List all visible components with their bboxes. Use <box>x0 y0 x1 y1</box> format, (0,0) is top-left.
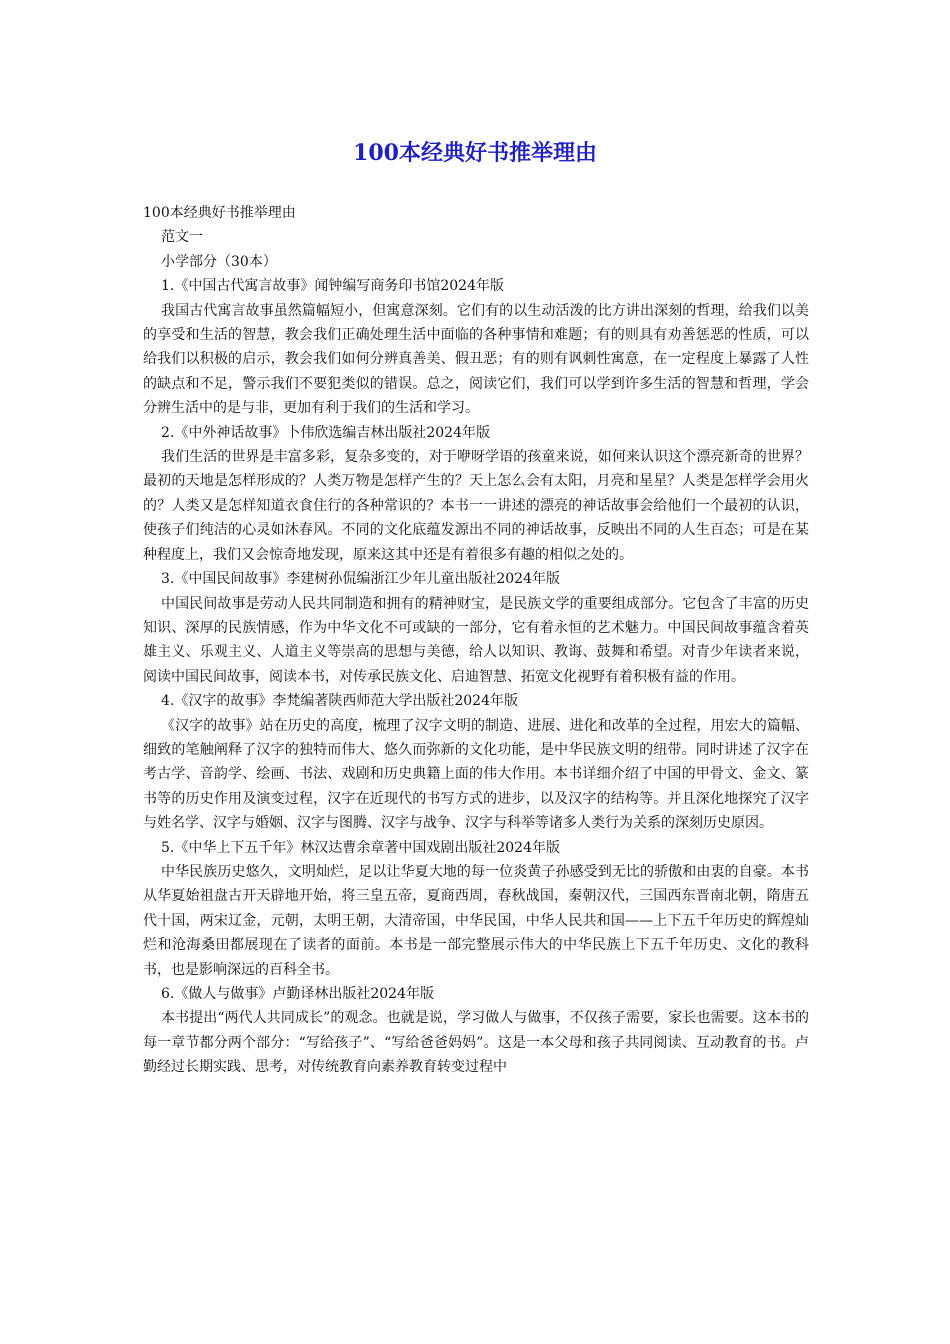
book-entry-5-description: 中华民族历史悠久，文明灿烂，足以让华夏大地的每一位炎黄子孙感受到无比的骄傲和由衷的自豪。本书从华夏始祖盘古开天辟地开始，将三皇五帝，夏商西周，春秋战国，秦朝汉代，三国西东晋南北朝，隋唐五代十国，两宋辽金，元朝，太明王朝，大清帝国，中华民国，中华人民共和国——上下五千年历史的辉煌灿烂和沧海桑田都展现在了读者的面前。本书是一部完整展示伟大的中华民族上下五千年历史、文化的教科书，也是影响深远的百科全书。 <box>143 863 809 978</box>
book-entry-6-description: 本书提出“两代人共同成长”的观念。也就是说，学习做人与做事，不仅孩子需要，家长也需要。这本书的每一章节都分两个部分：“写给孩子”、“写给爸爸妈妈”。这是一本父母和孩子共同阅读、互动教育的书。卢勤经过长期实践、思考，对传统教育向素养教育转变过程中 <box>143 1010 809 1076</box>
book-entry-3-description: 中国民间故事是劳动人民共同制造和拥有的精神财宝，是民族文学的重要组成部分。它包含了丰富的历史知识、深厚的民族情感，作为中华文化不可或缺的一部分，它有着永恒的艺术魅力。中国民间故事蕴含着英雄主义、乐观主义、人道主义等崇高的思想与美德，给人以知识、教诲、鼓舞和希望。对青少年读者来说，阅读中国民间故事，阅读本书，对传承民族文化、启迪智慧、拓宽文化视野有着积极有益的作用。 <box>143 595 809 685</box>
book-entry-1-description: 我国古代寓言故事虽然篇幅短小，但寓意深刻。它们有的以生动活泼的比方讲出深刻的哲理，给我们以美的享受和生活的智慧，教会我们正确处理生活中面临的各种事情和难题；有的则具有劝善惩恶的性质，可以给我们以积极的启示，教会我们如何分辨真善美、假丑恶；有的则有讽刺性寓意，在一定程度上暴露了人性的缺点和不足，警示我们不要犯类似的错误。总之，阅读它们，我们可以学到许多生活的智慧和哲理，学会分辨生活中的是与非，更加有利于我们的生活和学习。 <box>143 302 809 417</box>
book-entry-3-title: 3.《中国民间故事》李建树孙侃编浙江少年儿童出版社2024年版 <box>161 571 560 588</box>
book-entry-6-title: 6.《做人与做事》卢勤译林出版社2024年版 <box>161 986 434 1002</box>
paragraph-section-label: 小学部分（30本） <box>161 253 277 270</box>
document-title: 100本经典好书推举理由 <box>353 140 597 166</box>
document-body <box>143 201 809 1080</box>
book-entry-2-description: 我们生活的世界是丰富多彩，复杂多变的，对于咿呀学语的孩童来说，如何来认识这个漂亮新奇的世界？最初的天地是怎样形成的？人类万物是怎样产生的？天上怎么会有太阳，月亮和星星？人类是怎样学会用火的？人类又是怎样知道衣食住行的各种常识的？本书一一讲述的漂亮的神话故事会给他们一个最初的认识，使孩子们纯洁的心灵如沐春风。不同的文化底蕴发源出不同的神话故事，反映出不同的人生百态；可是在某种程度上，我们又会惊奇地发现，原来这其中还是有着很多有趣的相似之处的。 <box>143 449 809 563</box>
paragraph-sample-label: 范文一 <box>161 229 203 246</box>
book-entry-2-title: 2.《中外神话故事》卜伟欣选编吉林出版社2024年版 <box>161 424 490 441</box>
book-entry-4-description: 《汉字的故事》站在历史的高度，梳理了汉字文明的制造、进展、进化和改革的全过程，用宏大的篇幅、细致的笔触阐释了汉字的独特而伟大、悠久而弥新的文化功能，是中华民族文明的纽带。同时讲述了汉字在考古学、音韵学、绘画、书法、戏剧和历史典籍上面的伟大作用。本书详细介绍了中国的甲骨文、金文、篆书等的历史作用及演变过程，汉字在近现代的书写方式的进步，以及汉字的结构等。并且深化地探究了汉字与姓名学、汉字与婚姻、汉字与图腾、汉字与战争、汉字与科举等诸多人类行为关系的深刻历史原因。 <box>143 717 809 832</box>
book-entry-5-title: 5.《中华上下五千年》林汉达曹余章著中国戏剧出版社2024年版 <box>161 839 560 856</box>
paragraph-heading: 100本经典好书推举理由 <box>143 205 296 221</box>
book-entry-1-title: 1.《中国古代寓言故事》闻钟编写商务印书馆2024年版 <box>161 278 504 295</box>
book-entry-4-title: 4.《汉字的故事》李梵编著陕西师范大学出版社2024年版 <box>161 693 518 710</box>
